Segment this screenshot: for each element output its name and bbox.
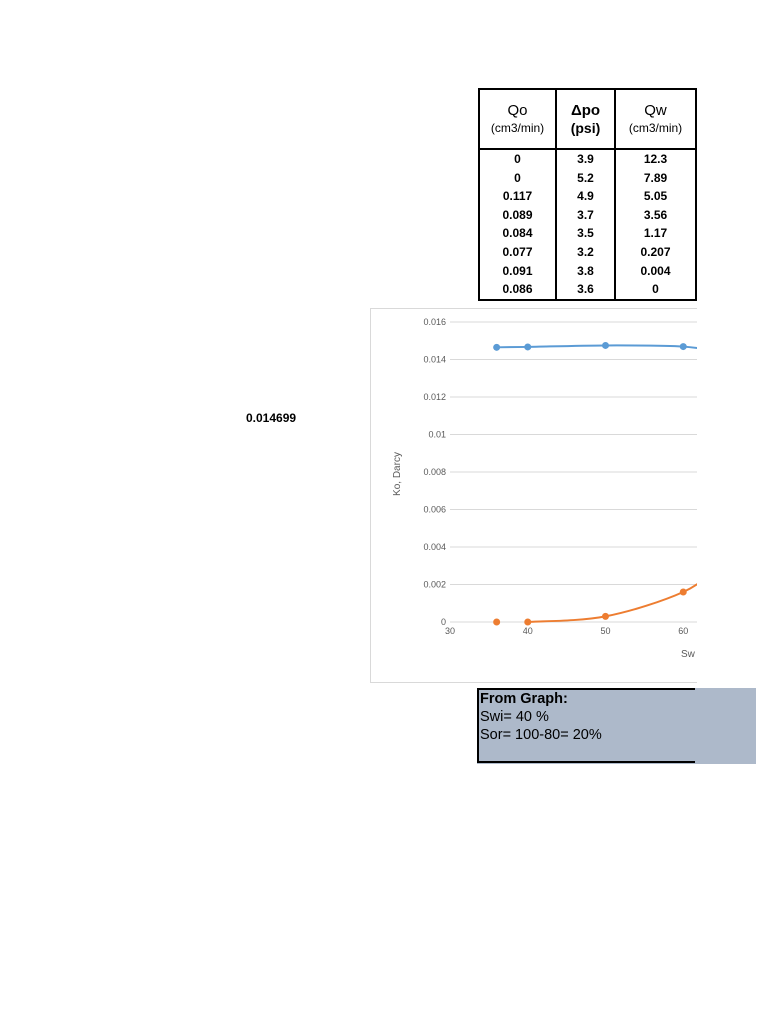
chart-svg	[371, 309, 697, 682]
y-tick-label: 0.008	[423, 467, 446, 477]
header-qw-unit: (cm3/min)	[628, 121, 683, 135]
x-tick-label: 60	[678, 626, 689, 636]
table-row	[479, 224, 696, 243]
cell-qo: 0	[479, 149, 556, 169]
header-qw-label: Qw	[644, 102, 667, 119]
table-row	[479, 206, 696, 225]
y-tick-label: 0.014	[423, 354, 446, 365]
x-axis-title: Sw	[681, 649, 695, 660]
table-row	[479, 280, 696, 300]
cell-qo: 0.086	[479, 280, 556, 300]
cell-dpo: 3.6	[556, 280, 615, 300]
data-point	[524, 343, 531, 350]
header-qo	[479, 89, 556, 149]
data-point	[493, 344, 500, 351]
cell-qw: 0.004	[615, 262, 696, 281]
data-point	[493, 619, 500, 626]
data-point	[680, 343, 687, 350]
y-tick-label: 0	[440, 617, 446, 627]
note-sor: Sor= 100-80= 20%	[480, 727, 602, 743]
cell-qw: 12.3	[615, 149, 696, 169]
cell-dpo: 4.9	[556, 187, 615, 206]
table-row	[479, 149, 696, 169]
table-row	[479, 262, 696, 281]
y-axis-title: Ko, Darcy	[392, 452, 403, 496]
cell-qw: 0	[615, 280, 696, 300]
cell-qw: 7.89	[615, 169, 696, 188]
cell-qo: 0	[479, 169, 556, 188]
x-tick-label: 40	[522, 626, 533, 636]
cell-qw: 1.17	[615, 224, 696, 243]
header-dpo-unit: (psi)	[570, 120, 601, 136]
y-tick-label: 0.016	[423, 317, 446, 327]
x-tick-label: 50	[600, 626, 611, 636]
table-row	[479, 243, 696, 262]
cell-qo: 0.077	[479, 243, 556, 262]
table-header-row	[479, 89, 696, 149]
cell-qo: 0.117	[479, 187, 556, 206]
cell-dpo: 3.2	[556, 243, 615, 262]
y-tick-label: 0.006	[423, 504, 446, 515]
cell-dpo: 3.8	[556, 262, 615, 281]
chart	[370, 308, 697, 683]
x-tick-label: 30	[444, 626, 456, 636]
note-heading: From Graph:	[480, 691, 568, 707]
cell-qw: 3.56	[615, 206, 696, 225]
y-tick-label: 0.002	[423, 579, 446, 590]
data-point	[680, 589, 687, 596]
note-swi: Swi= 40 %	[480, 709, 549, 725]
cell-dpo: 3.9	[556, 149, 615, 169]
y-tick-label: 0.004	[423, 542, 446, 552]
cell-qw: 5.05	[615, 187, 696, 206]
cell-value: 0.014699	[246, 411, 297, 425]
header-qo-unit: (cm3/min)	[490, 121, 545, 135]
data-point	[524, 619, 531, 626]
data-table	[478, 88, 697, 301]
cell-qo: 0.084	[479, 224, 556, 243]
data-point	[602, 342, 609, 349]
y-tick-label: 0.012	[423, 392, 446, 402]
cell-qo: 0.091	[479, 262, 556, 281]
cell-dpo: 3.5	[556, 224, 615, 243]
y-tick-label: 0.01	[428, 429, 446, 440]
cell-qw: 0.207	[615, 243, 696, 262]
cell-dpo: 3.7	[556, 206, 615, 225]
header-qw	[615, 89, 696, 149]
header-qo-label: Qo	[507, 102, 528, 119]
note-text	[480, 690, 602, 744]
header-dpo-label: Δpo	[570, 102, 601, 119]
table-row	[479, 187, 696, 206]
cell-qo: 0.089	[479, 206, 556, 225]
cell-dpo: 5.2	[556, 169, 615, 188]
table-row	[479, 169, 696, 188]
table-body	[479, 149, 696, 300]
header-dpo	[556, 89, 615, 149]
data-point	[602, 613, 609, 620]
series-line	[528, 564, 697, 622]
